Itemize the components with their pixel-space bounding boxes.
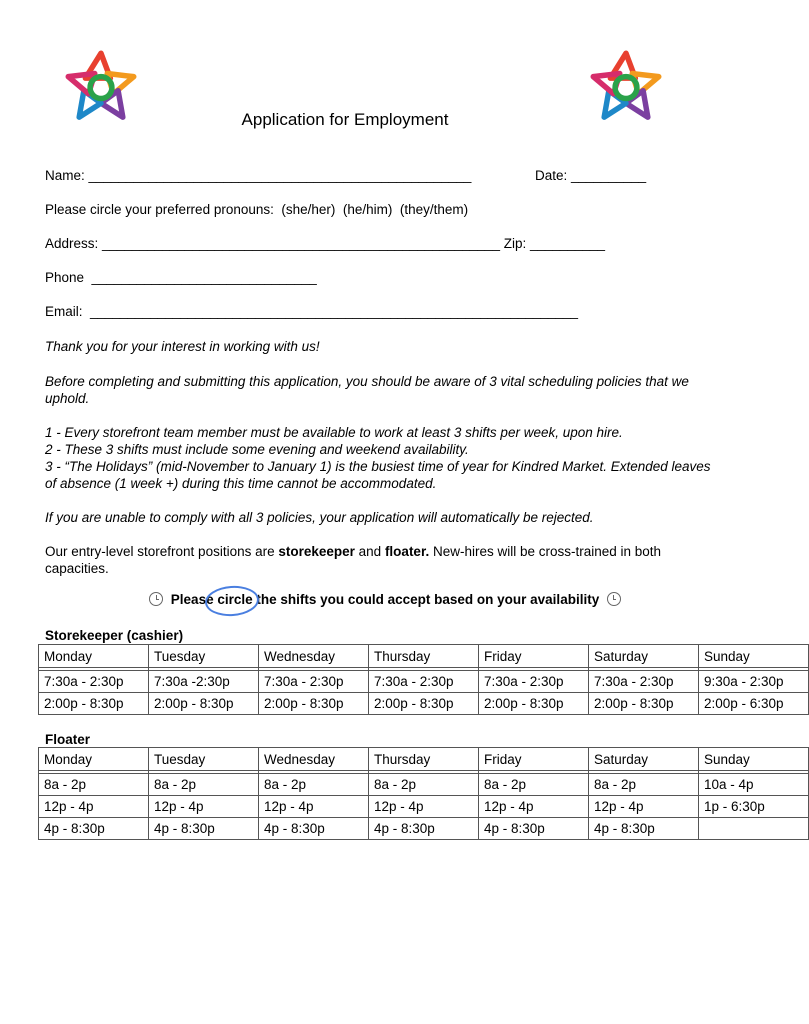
shift-cell[interactable]: 4p - 8:30p [479,818,589,840]
table-header-cell: Saturday [589,748,699,771]
circle-annotation [204,584,260,618]
table-row [39,796,809,818]
phone-field[interactable]: Phone ______________________________ [45,270,317,285]
storekeeper-term: storekeeper [278,544,355,559]
policy-intro: Before completing and submitting this application, you should be aware of 3 vital scheduling policies that we uphold. [45,374,689,406]
shift-cell[interactable]: 8a - 2p [479,774,589,796]
floater-table [38,747,809,840]
storekeeper-table [38,644,809,715]
shift-cell[interactable]: 4p - 8:30p [149,818,259,840]
shift-cell[interactable]: 4p - 8:30p [259,818,369,840]
shift-cell[interactable]: 2:00p - 8:30p [589,693,699,715]
table-row [39,693,809,715]
shift-cell[interactable]: 7:30a - 2:30p [589,671,699,693]
table-row [39,818,809,840]
shift-cell [699,818,809,840]
shift-cell[interactable]: 8a - 2p [589,774,699,796]
shift-cell[interactable]: 8a - 2p [369,774,479,796]
shift-cell[interactable]: 12p - 4p [369,796,479,818]
shift-cell[interactable]: 9:30a - 2:30p [699,671,809,693]
email-field[interactable]: Email: _________________________________________________________________ [45,304,579,319]
table-row [39,671,809,693]
table-header-cell: Friday [479,748,589,771]
shift-cell[interactable]: 8a - 2p [39,774,149,796]
shift-cell[interactable]: 12p - 4p [259,796,369,818]
shift-cell[interactable]: 2:00p - 8:30p [149,693,259,715]
shift-cell[interactable]: 10a - 4p [699,774,809,796]
address-field[interactable]: Address: _____________________________________________________ Zip: __________ [45,236,606,251]
table-header-cell: Wednesday [259,645,369,668]
thanks-text: Thank you for your interest in working with us! [45,339,320,354]
storekeeper-title: Storekeeper (cashier) [45,628,184,643]
page-title: Application for Employment [241,110,449,129]
rejection-notice: If you are unable to comply with all 3 policies, your application will automatically be rejected. [45,510,594,525]
shift-cell[interactable]: 4p - 8:30p [369,818,479,840]
table-header-cell: Sunday [699,748,809,771]
table-header-cell: Wednesday [259,748,369,771]
table-header-cell: Tuesday [149,645,259,668]
shift-cell[interactable]: 7:30a -2:30p [149,671,259,693]
shift-cell[interactable]: 12p - 4p [479,796,589,818]
table-header-cell: Saturday [589,645,699,668]
shift-cell[interactable]: 2:00p - 6:30p [699,693,809,715]
shift-cell[interactable]: 7:30a - 2:30p [259,671,369,693]
policy-3: 3 - “The Holidays” (mid-November to January 1) is the busiest time of year for Kindred Market. Extended leaves of absence (1 week +) during this time cannot be accommodated. [45,459,711,491]
shift-cell[interactable]: 12p - 4p [39,796,149,818]
positions-text: Our entry-level storefront positions are storekeeper and floater. New-hires will be cross-trained in both capacities. [45,544,662,576]
shift-cell[interactable]: 4p - 8:30p [39,818,149,840]
table-header-cell: Tuesday [149,748,259,771]
shift-cell[interactable]: 7:30a - 2:30p [369,671,479,693]
shift-cell[interactable]: 7:30a - 2:30p [479,671,589,693]
shift-cell[interactable]: 1p - 6:30p [699,796,809,818]
policy-1: 1 - Every storefront team member must be available to work at least 3 shifts per week, upon hire. [45,425,623,440]
shift-cell[interactable]: 8a - 2p [149,774,259,796]
table-header-cell: Sunday [699,645,809,668]
table-header-cell: Monday [39,748,149,771]
floater-term: floater. [384,544,430,559]
table-header-cell: Monday [39,645,149,668]
name-field[interactable]: Name: ___________________________________________________ [45,168,472,183]
shift-cell[interactable]: 2:00p - 8:30p [39,693,149,715]
policy-2: 2 - These 3 shifts must include some evening and weekend availability. [45,442,469,457]
table-row [39,774,809,796]
shift-cell[interactable]: 12p - 4p [149,796,259,818]
shift-cell[interactable]: 7:30a - 2:30p [39,671,149,693]
shift-cell[interactable]: 4p - 8:30p [589,818,699,840]
shift-cell[interactable]: 8a - 2p [259,774,369,796]
date-field[interactable]: Date: __________ [535,168,647,183]
table-header-cell: Thursday [369,645,479,668]
table-header-cell: Thursday [369,748,479,771]
floater-title: Floater [45,732,91,747]
shift-cell[interactable]: 2:00p - 8:30p [479,693,589,715]
shift-cell[interactable]: 2:00p - 8:30p [369,693,479,715]
shift-cell[interactable]: 12p - 4p [589,796,699,818]
circle-instruction: Please circle the shifts you could accept based on your availability [0,592,770,607]
shift-cell[interactable]: 2:00p - 8:30p [259,693,369,715]
clock-icon [149,592,163,606]
clock-icon [607,592,621,606]
table-header-cell: Friday [479,645,589,668]
pronouns-line[interactable]: Please circle your preferred pronouns: (she/her) (he/him) (they/them) [45,202,469,217]
